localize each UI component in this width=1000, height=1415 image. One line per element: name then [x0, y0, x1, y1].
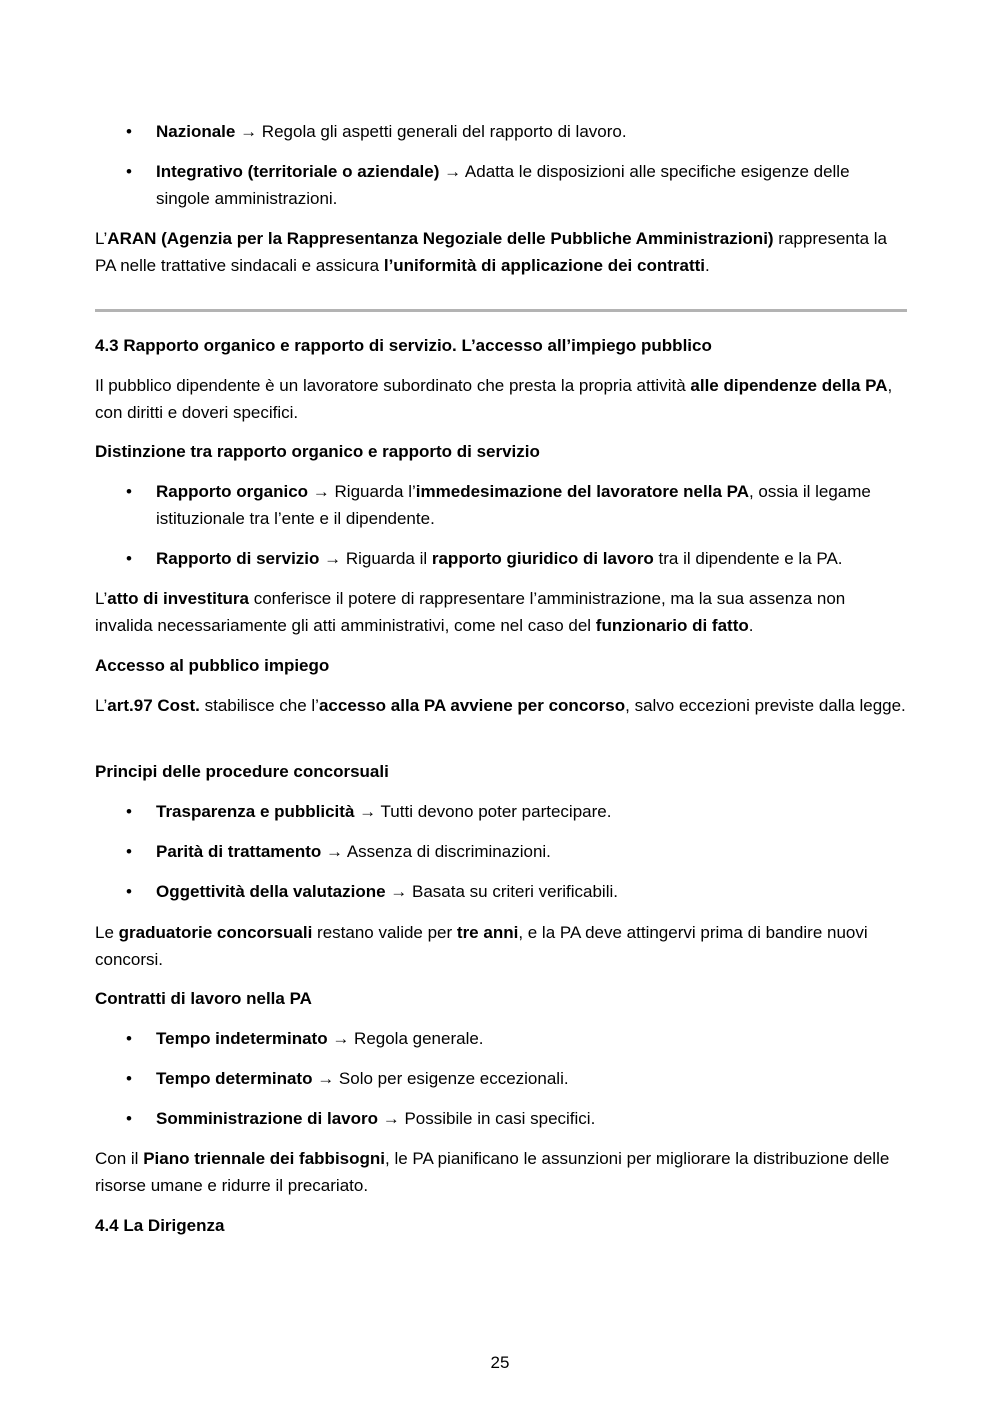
- list-item: [95, 1025, 907, 1052]
- list-item: [95, 545, 907, 572]
- item-term: Nazionale: [156, 122, 236, 141]
- bullet-icon: •: [126, 802, 132, 821]
- text-run: , salvo eccezioni previste dalla legge.: [625, 696, 906, 715]
- intro-paragraph: [95, 372, 907, 426]
- item-text: → Riguarda il: [319, 549, 432, 568]
- bullet-icon: •: [126, 842, 132, 861]
- section-heading: 4.3 Rapporto organico e rapporto di servizio. L’accesso all’impiego pubblico: [95, 336, 712, 355]
- list-item: [95, 878, 907, 905]
- text-run: , con diritti e doveri specifici.: [95, 376, 893, 422]
- text-run-bold: atto di investitura: [107, 589, 249, 608]
- bullet-icon: •: [126, 1029, 132, 1048]
- subheading: Distinzione tra rapporto organico e rapporto di servizio: [95, 442, 540, 461]
- page-number: 25: [490, 1353, 510, 1372]
- item-term: Integrativo (territoriale o aziendale): [156, 162, 440, 181]
- text-run: L’: [95, 229, 108, 248]
- text-run: Le: [95, 923, 119, 942]
- list-item: [95, 1065, 907, 1092]
- subheading: Principi delle procedure concorsuali: [95, 762, 389, 781]
- item-text: → Tutti devono poter partecipare.: [354, 802, 612, 821]
- text-run-bold: l’uniformità di applicazione dei contratti: [383, 256, 705, 275]
- bullet-icon: •: [126, 882, 132, 901]
- text-run: restano valide per: [312, 923, 457, 942]
- text-run: , e la PA deve attingervi prima di bandire nuovi concorsi.: [95, 923, 868, 969]
- item-term: Oggettività della valutazione: [156, 882, 386, 901]
- item-text: → Solo per esigenze eccezionali.: [312, 1069, 569, 1088]
- text-run-bold: graduatorie concorsuali: [118, 923, 313, 942]
- text-run: .: [748, 616, 754, 635]
- text-run-bold: art.97 Cost.: [107, 696, 200, 715]
- item-term: Trasparenza e pubblicità: [156, 802, 355, 821]
- item-text: → Possibile in casi specifici.: [378, 1109, 596, 1128]
- text-run-bold: ARAN (Agenzia per la Rappresentanza Negoziale delle Pubbliche Amministrazioni): [107, 229, 774, 248]
- bullet-icon: •: [126, 162, 132, 181]
- text-run: Con il: [95, 1149, 144, 1168]
- item-term: Somministrazione di lavoro: [156, 1109, 378, 1128]
- bullet-icon: •: [126, 482, 132, 501]
- text-run: L’: [95, 696, 108, 715]
- bullet-icon: •: [126, 549, 132, 568]
- subheading: Accesso al pubblico impiego: [95, 656, 330, 675]
- list-item: [95, 478, 907, 532]
- text-run: .: [704, 256, 710, 275]
- subheading: Contratti di lavoro nella PA: [95, 989, 312, 1008]
- item-term: Tempo determinato: [156, 1069, 313, 1088]
- list-item: [95, 798, 907, 825]
- text-run: conferisce il potere di rappresentare l’amministrazione, ma la sua assenza non invalida necessariamente gli atti amministrativi, come nel caso del: [95, 589, 846, 635]
- graduatorie-paragraph: [95, 919, 907, 973]
- item-term: Parità di trattamento: [156, 842, 322, 861]
- bullet-icon: •: [126, 122, 132, 141]
- item-term: Tempo indeterminato: [156, 1029, 328, 1048]
- text-run: stabilisce che l’: [199, 696, 319, 715]
- text-run-bold: alle dipendenze della PA: [690, 376, 888, 395]
- section-heading: 4.4 La Dirigenza: [95, 1216, 225, 1235]
- aran-paragraph: [95, 225, 907, 279]
- accesso-paragraph: [95, 692, 907, 719]
- text-run-bold: funzionario di fatto: [595, 616, 749, 635]
- item-text: tra il dipendente e la PA.: [653, 549, 843, 568]
- bullet-icon: •: [126, 1109, 132, 1128]
- item-text: → Adatta le disposizioni alle specifiche esigenze delle singole amministrazioni.: [156, 162, 850, 208]
- item-text: → Basata su criteri verificabili.: [385, 882, 618, 901]
- item-text: → Riguarda l’: [308, 482, 416, 501]
- text-run: rappresenta la PA nelle trattative sindacali e assicura: [95, 229, 887, 275]
- list-item: [95, 158, 907, 212]
- list-item: [95, 1105, 907, 1132]
- list-item: [95, 118, 907, 145]
- item-text: → Assenza di discriminazioni.: [321, 842, 551, 861]
- text-run-bold: tre anni: [456, 923, 519, 942]
- text-run-bold: Piano triennale dei fabbisogni: [143, 1149, 385, 1168]
- text-run-bold: accesso alla PA avviene per concorso: [318, 696, 626, 715]
- horizontal-divider: [95, 309, 907, 312]
- item-text: → Regola gli aspetti generali del rapporto di lavoro.: [235, 122, 627, 141]
- item-text: , ossia il legame istituzionale tra l’ente e il dipendente.: [156, 482, 871, 528]
- list-item: [95, 838, 907, 865]
- item-text-bold: rapporto giuridico di lavoro: [431, 549, 654, 568]
- item-text: → Regola generale.: [327, 1029, 484, 1048]
- piano-paragraph: [95, 1145, 907, 1199]
- investitura-paragraph: [95, 585, 907, 639]
- bullet-icon: •: [126, 1069, 132, 1088]
- item-text-bold: immedesimazione del lavoratore nella PA: [415, 482, 749, 501]
- text-run: , le PA pianificano le assunzioni per migliorare la distribuzione delle risorse umane e ridurre il precariato.: [95, 1149, 890, 1195]
- item-term: Rapporto di servizio: [156, 549, 320, 568]
- item-term: Rapporto organico: [156, 482, 309, 501]
- text-run: L’: [95, 589, 108, 608]
- text-run: Il pubblico dipendente è un lavoratore subordinato che presta la propria attività: [95, 376, 691, 395]
